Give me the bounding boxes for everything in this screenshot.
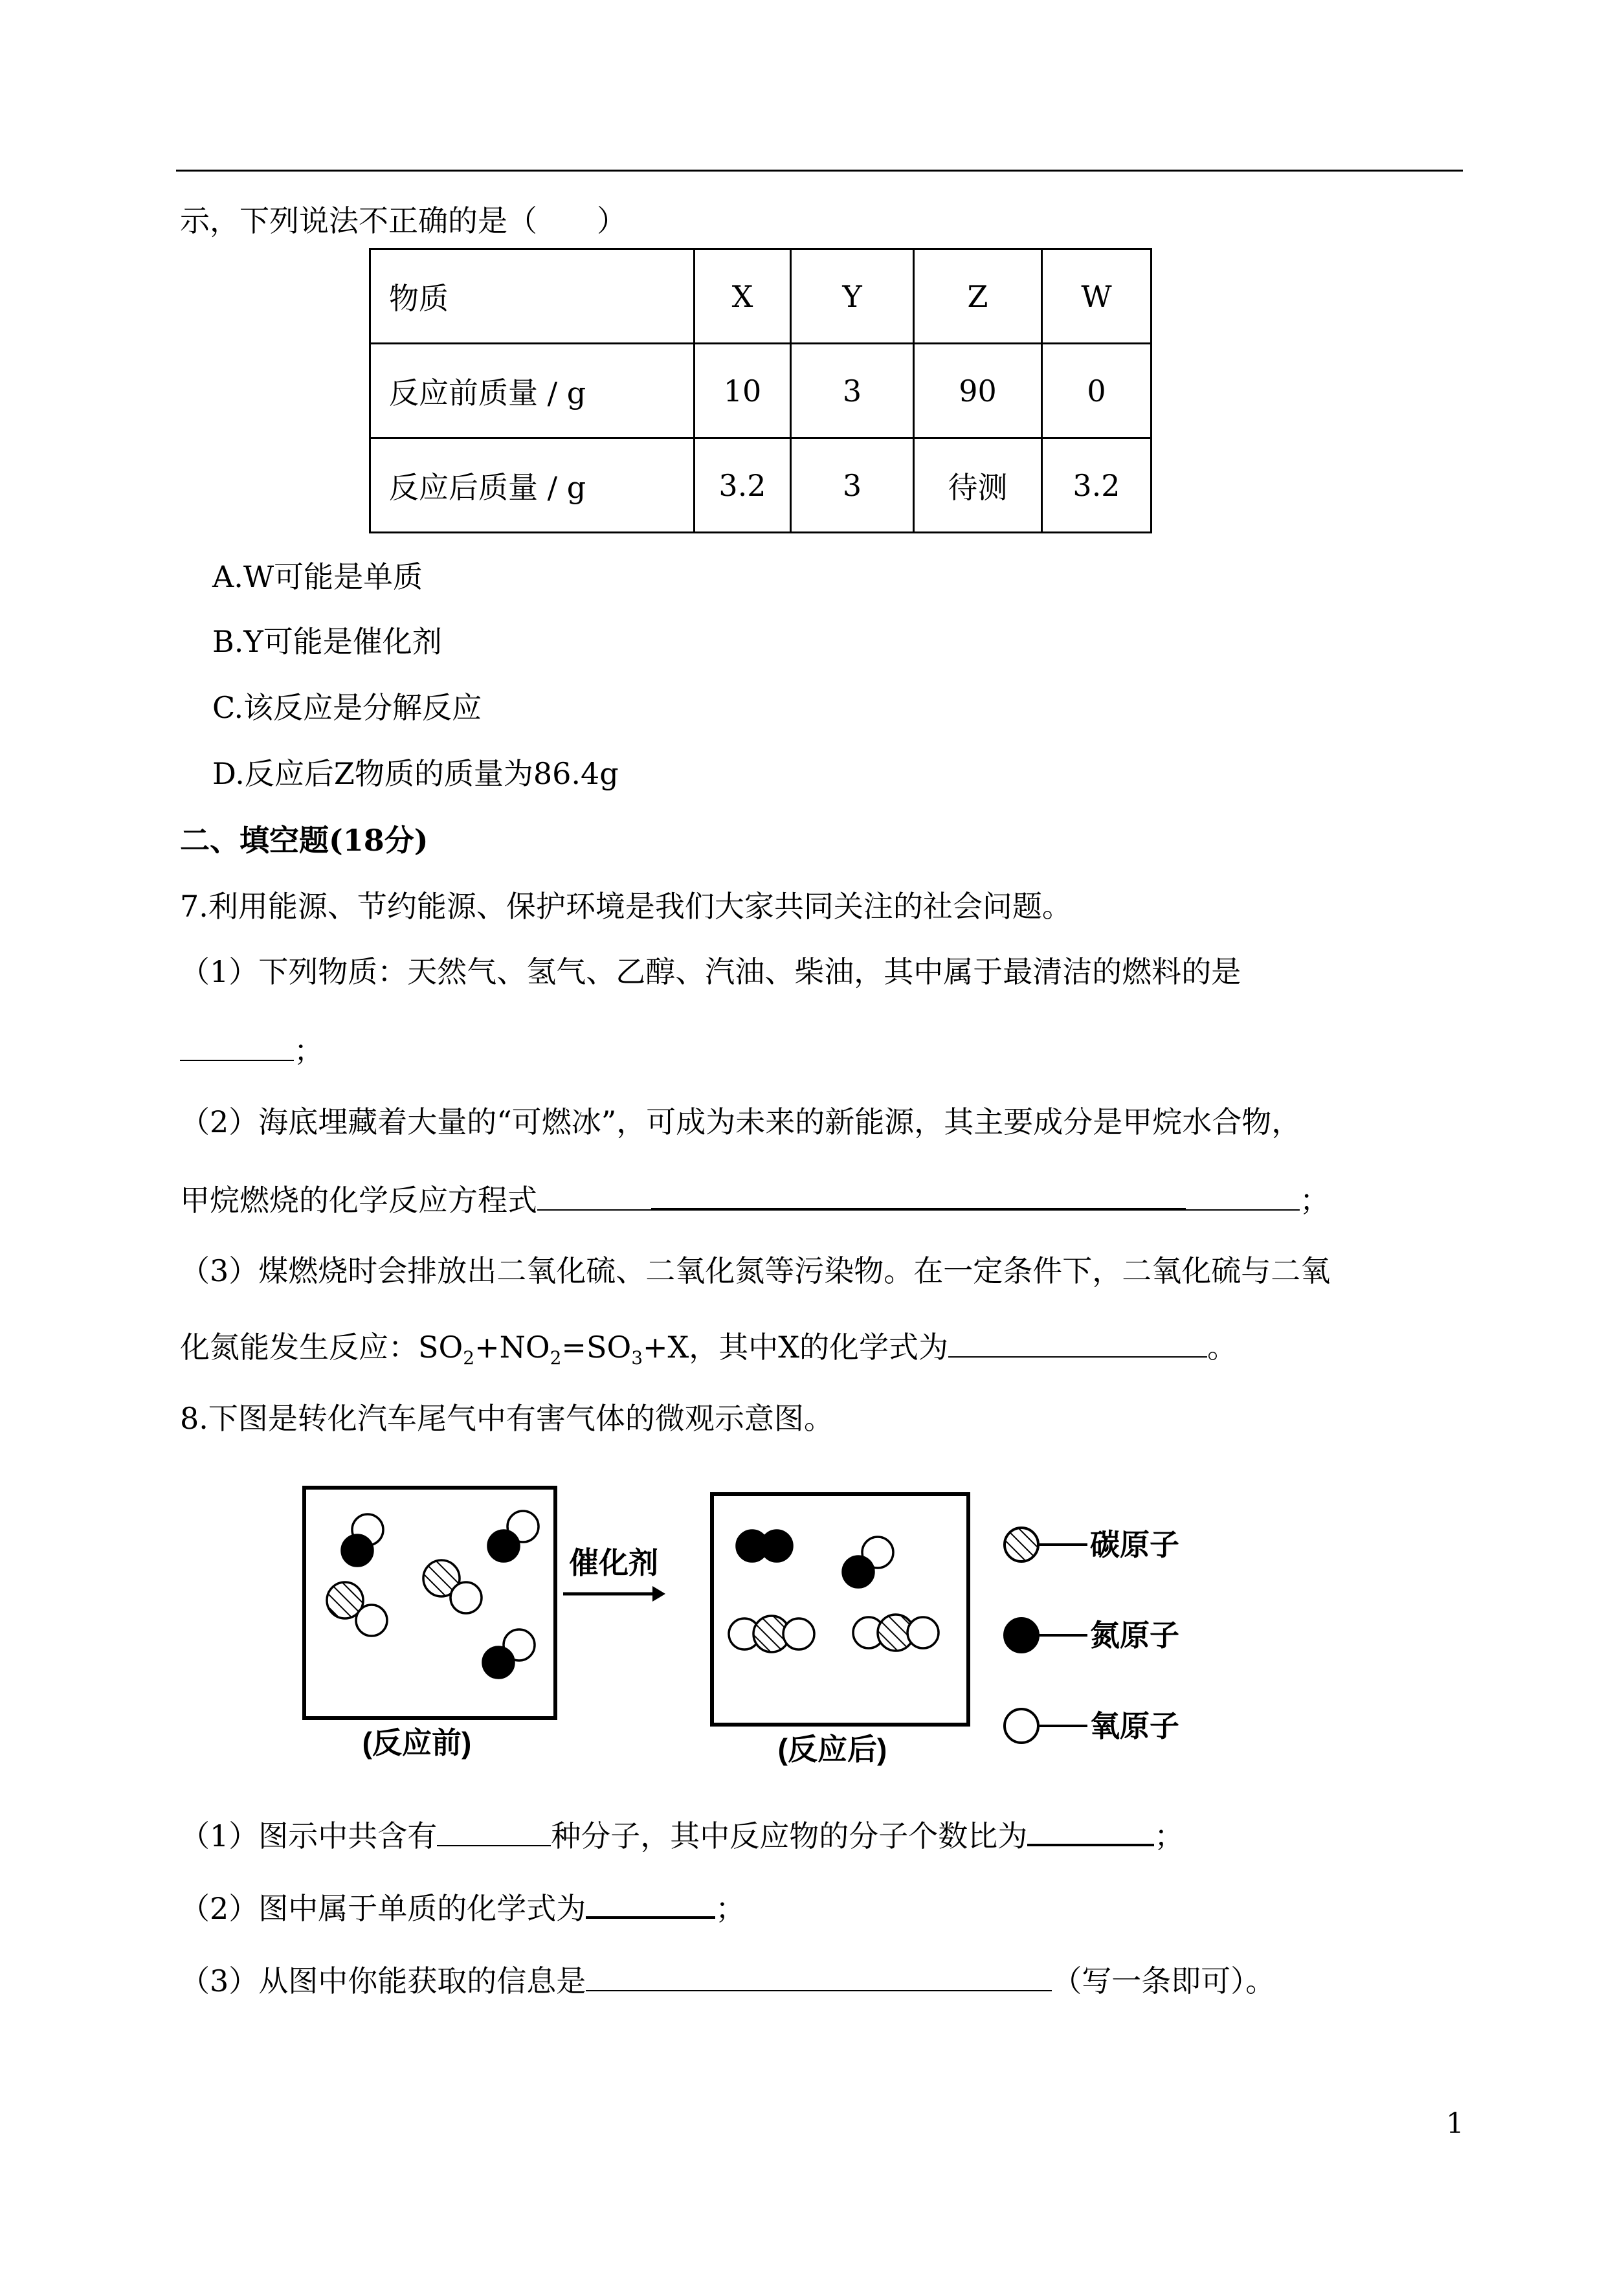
q6-option-d: D.反应后Z物质的质量为86.4g <box>212 756 619 791</box>
table-row <box>370 344 1151 438</box>
legend-carbon-label: 碳原子 <box>1090 1528 1179 1561</box>
table-cell: Z <box>914 249 1042 344</box>
equation-part: +NO <box>474 1330 550 1365</box>
answer-blank[interactable] <box>1027 1818 1154 1846</box>
answer-blank[interactable] <box>948 1330 1207 1358</box>
q7-part2-line2 <box>180 1182 1329 1218</box>
table-cell: 3 <box>791 344 914 438</box>
after-molecules <box>729 1530 939 1652</box>
answer-blank[interactable] <box>1186 1183 1300 1211</box>
table-cell: X <box>695 249 791 344</box>
q8-part2-text: （2）图中属于单质的化学式为 <box>180 1891 586 1926</box>
table-header-row <box>370 249 1151 344</box>
table-cell: 3.2 <box>695 438 791 533</box>
table-row <box>370 438 1151 533</box>
oxygen-atom <box>783 1618 814 1650</box>
legend-carbon-symbol <box>1005 1528 1038 1561</box>
table-cell: 10 <box>695 344 791 438</box>
nitrogen-atom <box>843 1556 874 1587</box>
q8-part3-text: （3）从图中你能获取的信息是 <box>180 1963 586 1998</box>
table-cell: 3 <box>791 438 914 533</box>
q7-stem: 7.利用能源、节约能源、保护环境是我们大家共同关注的社会问题。 <box>180 889 1072 924</box>
legend-nitrogen-label: 氮原子 <box>1090 1618 1179 1652</box>
table-cell: 0 <box>1042 344 1151 438</box>
q6-option-a: A.W可能是单质 <box>212 559 423 594</box>
q8-stem: 8.下图是转化汽车尾气中有害气体的微观示意图。 <box>180 1401 834 1436</box>
table-cell: 反应后质量 / g <box>370 438 695 533</box>
q6-mass-table <box>369 248 1152 533</box>
q6-option-c: C.该反应是分解反应 <box>212 690 482 725</box>
nitrogen-atom <box>342 1535 373 1566</box>
legend-oxygen-label: 氧原子 <box>1090 1709 1179 1743</box>
answer-blank[interactable] <box>437 1819 551 1846</box>
table-cell: W <box>1042 249 1151 344</box>
q8-part1-text: 种分子，其中反应物的分子个数比为 <box>551 1818 1028 1853</box>
equation-part: +X，其中X的化学式为 <box>643 1330 949 1365</box>
reaction-diagram <box>298 1475 1243 1773</box>
punctuation: ； <box>715 1891 746 1926</box>
q8-part1 <box>180 1818 1184 1851</box>
nitrogen-atom <box>761 1530 792 1561</box>
q8-part3-text: （写一条即可）。 <box>1052 1963 1276 1998</box>
page-number: 1 <box>1446 2107 1464 2140</box>
punctuation: ； <box>1300 1183 1329 1218</box>
q7-part1: （1）下列物质：天然气、氢气、乙醇、汽油、柴油，其中属于最清洁的燃料的是 <box>180 954 1241 989</box>
arrow-label: 催化剂 <box>569 1546 658 1580</box>
legend-nitrogen-symbol <box>1005 1618 1038 1652</box>
after-box <box>712 1494 968 1725</box>
before-label: (反应前) <box>362 1726 472 1760</box>
subscript: 3 <box>631 1347 643 1369</box>
q7-part2-text: 甲烷燃烧的化学反应方程式 <box>180 1183 537 1218</box>
q8-part1-text: （1）图示中共含有 <box>180 1818 438 1853</box>
q8-part2 <box>180 1890 746 1926</box>
legend-oxygen-symbol <box>1005 1709 1038 1743</box>
equation-part: 化氮能发生反应：SO <box>180 1330 463 1365</box>
q7-part2-line1: （2）海底埋藏着大量的“可燃冰”，可成为未来的新能源，其主要成分是甲烷水合物， <box>180 1104 1302 1139</box>
nitrogen-atom <box>488 1530 519 1561</box>
subscript: 2 <box>463 1347 475 1369</box>
answer-blank[interactable] <box>651 1182 1186 1211</box>
table-cell: 反应前质量 / g <box>370 344 695 438</box>
q7-part1-answer <box>180 1034 324 1066</box>
arrow-head <box>652 1586 665 1602</box>
legend <box>1005 1528 1179 1743</box>
q8-part3 <box>180 1964 1275 1996</box>
subscript: 2 <box>550 1347 562 1369</box>
q6-stem-tail: 示，下列说法不正确的是（ ） <box>180 203 627 238</box>
answer-blank[interactable] <box>180 1034 294 1061</box>
oxygen-atom <box>356 1605 387 1636</box>
equation-part: =SO <box>561 1330 632 1365</box>
before-molecules <box>327 1511 539 1678</box>
nitrogen-atom <box>483 1647 514 1678</box>
answer-blank[interactable] <box>537 1183 651 1211</box>
oxygen-atom <box>907 1617 939 1648</box>
q6-option-b: B.Y可能是催化剂 <box>212 624 442 659</box>
header-rule <box>176 170 1463 172</box>
table-cell: 3.2 <box>1042 438 1151 533</box>
table-cell: Y <box>791 249 914 344</box>
table-cell: 待测 <box>914 438 1042 533</box>
oxygen-atom <box>450 1582 482 1613</box>
table-cell: 物质 <box>370 249 695 344</box>
answer-blank[interactable] <box>586 1890 715 1919</box>
answer-blank[interactable] <box>586 1964 1052 1991</box>
punctuation: 。 <box>1207 1330 1238 1365</box>
table-cell: 90 <box>914 344 1042 438</box>
q7-part3-line2 <box>180 1330 1237 1367</box>
punctuation: ； <box>294 1033 324 1068</box>
q7-part3-line1: （3）煤燃烧时会排放出二氧化硫、二氧化氮等污染物。在一定条件下，二氧化硫与二氧 <box>180 1253 1331 1288</box>
section-title: 二、填空题(18分) <box>180 823 428 858</box>
after-label: (反应后) <box>777 1732 887 1766</box>
punctuation: ； <box>1154 1818 1185 1853</box>
